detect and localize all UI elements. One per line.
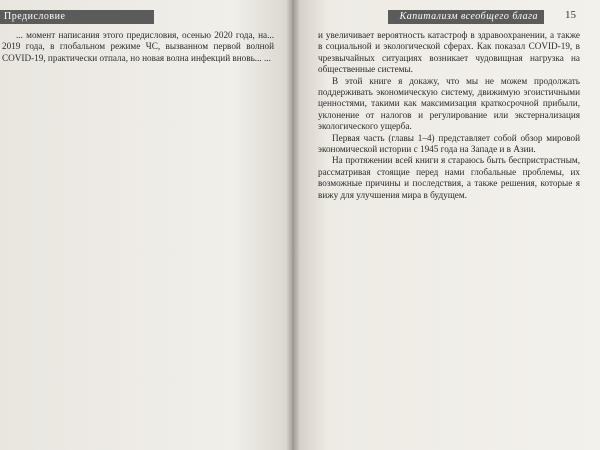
paragraph: и увеличивает вероятность катастроф в здравоохранении, а также в социальной и экологической сферах. Как показал COVID-19, в чрезвычайных ситуациях возникает чудовищная нагрузка на общественные системы. bbox=[318, 30, 580, 75]
paragraph: ... момент написания этого предисловия, осенью 2020 года, на... 2019 года, в глобальном режиме ЧС, вызванном первой волной COVID-19, практически отпала, но новая волна инфекций вновь... ... bbox=[2, 30, 274, 63]
paragraph: В этой книге я докажу, что мы не можем продолжать поддерживать экономическую систему, движимую эгоистичными ценностями, такими как максимизация краткосрочной прибыли, уклонение от налогов и регулирование или экстернализация экологического ущерба. bbox=[318, 75, 580, 132]
paragraph: На протяжении всей книги я стараюсь быть беспристрастным, рассматривая стоящие перед нами глобальные проблемы, их возможные причины и последствия, а также решения, которые я вижу для улучшения мира в будущем. bbox=[318, 155, 580, 200]
page-number: 15 bbox=[565, 9, 576, 21]
right-page bbox=[292, 0, 600, 450]
running-head-left: Предисловие bbox=[0, 10, 154, 24]
book-gutter bbox=[286, 0, 300, 450]
left-page bbox=[0, 0, 292, 450]
left-body-text bbox=[2, 30, 274, 64]
right-body-text bbox=[318, 30, 580, 201]
paragraph: Первая часть (главы 1–4) представляет собой обзор мировой экономической истории с 1945 года на Западе и в Азии. bbox=[318, 132, 580, 155]
running-head-right: Капитализм всеобщего блага bbox=[388, 10, 544, 24]
